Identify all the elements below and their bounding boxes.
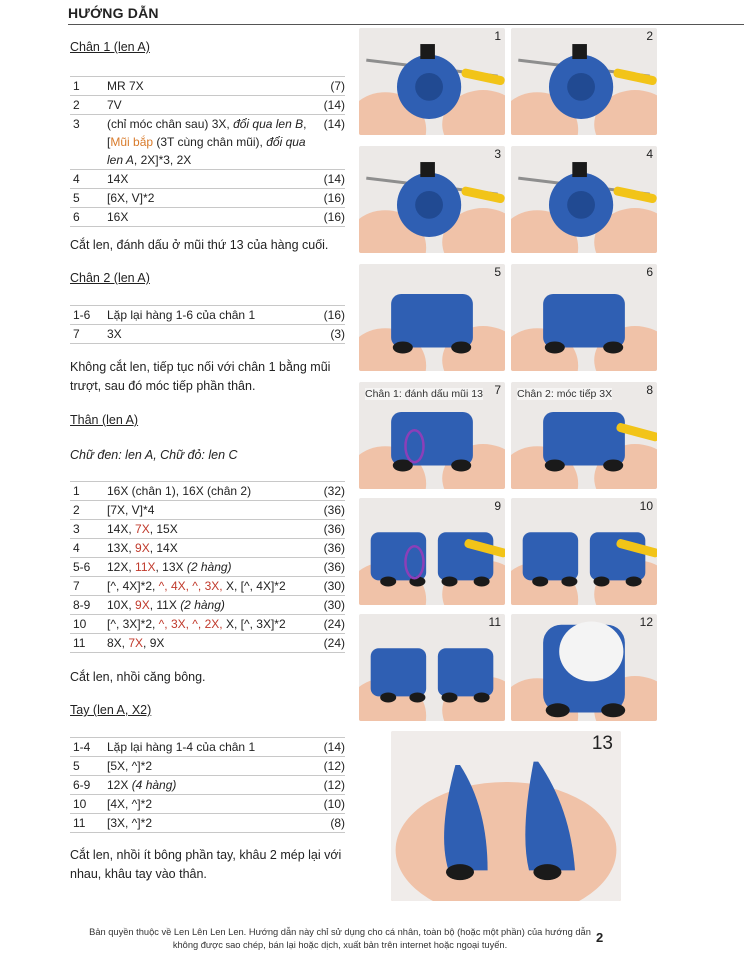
photo-step-number: 5	[494, 265, 501, 279]
table-row: 10 [4X, ^]*2 (10)	[70, 795, 345, 814]
step-photo-13	[391, 731, 621, 901]
table-row: 6-9 12X (4 hàng) (12)	[70, 776, 345, 795]
photo-step-number: 10	[639, 499, 653, 513]
photo-illustration	[359, 28, 505, 135]
photo-step-number: 11	[488, 615, 501, 629]
leg2-note: Không cắt len, tiếp tục nối với chân 1 bằng mũi trượt, sau đó móc tiếp phần thân.	[70, 360, 331, 393]
body-title: Thân (len A)	[70, 413, 139, 427]
photo-illustration	[359, 146, 505, 253]
step-photo-5	[359, 264, 505, 371]
photo-step-number: 7	[494, 383, 501, 397]
step-photo-12	[511, 614, 657, 721]
photo-illustration	[511, 28, 657, 135]
step-photo-9	[359, 498, 505, 605]
photo-step-number: 6	[646, 265, 653, 279]
footer-copyright: Bản quyền thuộc về Len Lên Len Len. Hướng dẫn này chỉ sử dụng cho cá nhân, toàn bộ (hoặc một phần) của hướng dẫn không được sao chép, bán lại hoặc dịch, xuất bản trên internet hoặc ngoại tuyến.	[89, 927, 591, 950]
step-photo-1	[359, 28, 505, 135]
table-row: 11 [3X, ^]*2 (8)	[70, 814, 345, 833]
photo-illustration	[391, 731, 621, 901]
step-photo-6	[511, 264, 657, 371]
table-row: 6 16X (16)	[70, 208, 345, 227]
arm-table	[70, 737, 345, 833]
photo-step-number: 8	[646, 383, 653, 397]
table-row: 5 [5X, ^]*2 (12)	[70, 757, 345, 776]
photo-illustration	[511, 146, 657, 253]
table-row: 8-9 10X, 9X, 11X (2 hàng) (30)	[70, 596, 345, 615]
table-row: 7 [^, 4X]*2, ^, 4X, ^, 3X, X, [^, 4X]*2 (30)	[70, 577, 345, 596]
step-photo-8	[511, 382, 657, 489]
page-number: 2	[596, 930, 604, 945]
table-row: 4 14X (14)	[70, 170, 345, 189]
step-photo-2	[511, 28, 657, 135]
leg2-table	[70, 305, 345, 344]
table-row: 11 8X, 7X, 9X (24)	[70, 634, 345, 653]
leg2-title: Chân 2 (len A)	[70, 271, 150, 285]
header-rule	[68, 24, 744, 25]
leg1-row3-text: (chỉ móc chân sau) 3X, đổi qua len B, [Mũi bắp (3T cùng chân mũi), đổi qua len A, 2X]*3, 2X	[107, 115, 307, 170]
photo-illustration	[359, 614, 505, 721]
photo-step-number: 13	[591, 733, 613, 754]
photo-caption-leg1: Chân 1: đánh dấu mũi 13	[365, 388, 483, 400]
photo-step-number: 2	[646, 29, 653, 43]
photo-illustration	[359, 498, 505, 605]
table-row: 4 13X, 9X, 14X (36)	[70, 539, 345, 558]
table-row: 1 16X (chân 1), 16X (chân 2) (32)	[70, 482, 345, 501]
table-row: 1-4 Lặp lại hàng 1-4 của chân 1 (14)	[70, 738, 345, 757]
table-row: 3 14X, 7X, 15X (36)	[70, 520, 345, 539]
table-row: 1 MR 7X (7)	[70, 77, 345, 96]
leg1-title: Chân 1 (len A)	[70, 40, 150, 54]
photo-step-number: 1	[494, 29, 501, 43]
page-header: HƯỚNG DẪN	[68, 5, 159, 21]
photo-illustration	[511, 264, 657, 371]
step-photo-7	[359, 382, 505, 489]
photo-illustration	[359, 264, 505, 371]
arm-title: Tay (len A, X2)	[70, 703, 152, 717]
table-row: 7 3X (3)	[70, 325, 345, 344]
step-photo-11	[359, 614, 505, 721]
body-legend: Chữ đen: len A, Chữ đỏ: len C	[70, 448, 238, 462]
table-row: 10 [^, 3X]*2, ^, 3X, ^, 2X, X, [^, 3X]*2 (24)	[70, 615, 345, 634]
photo-step-number: 3	[494, 147, 501, 161]
leg1-note: Cắt len, đánh dấu ở mũi thứ 13 của hàng cuối.	[70, 238, 329, 252]
body-note: Cắt len, nhồi căng bông.	[70, 670, 206, 684]
photo-step-number: 12	[639, 615, 653, 629]
table-row: 5-6 12X, 11X, 13X (2 hàng) (36)	[70, 558, 345, 577]
table-row: 3 (chỉ móc chân sau) 3X, đổi qua len B, [Mũi bắp (3T cùng chân mũi), đổi qua len A, 2X]*3, 2X (14)	[70, 115, 345, 170]
photo-step-number: 9	[494, 499, 501, 513]
table-row: 5 [6X, V]*2 (16)	[70, 189, 345, 208]
photo-illustration	[511, 614, 657, 721]
table-row: 1-6 Lặp lại hàng 1-6 của chân 1 (16)	[70, 306, 345, 325]
leg1-table	[70, 76, 345, 227]
arm-note: Cắt len, nhồi ít bông phần tay, khâu 2 mép lại với nhau, khâu tay vào thân.	[70, 848, 342, 881]
step-photo-3	[359, 146, 505, 253]
photo-illustration	[511, 498, 657, 605]
step-photo-10	[511, 498, 657, 605]
photo-caption-leg2: Chân 2: móc tiếp 3X	[517, 388, 613, 400]
body-table	[70, 481, 345, 653]
table-row: 2 7V (14)	[70, 96, 345, 115]
table-row: 2 [7X, V]*4 (36)	[70, 501, 345, 520]
step-photo-4	[511, 146, 657, 253]
photo-step-number: 4	[646, 147, 653, 161]
